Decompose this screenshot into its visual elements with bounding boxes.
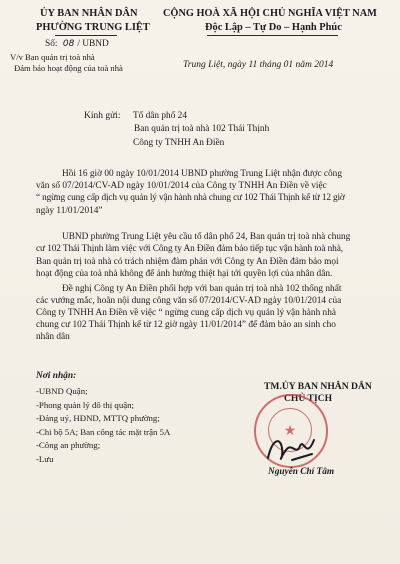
para3-line-1: Đề nghị Công ty An Điền phối hợp với ban quản trị toà nhà 102 thống nhất [62, 284, 342, 294]
recipient-item: -UBND Quận; [36, 386, 88, 396]
signer-name: Nguyễn Chí Tâm [268, 467, 335, 477]
number-suffix: / UBND [77, 39, 109, 49]
para3-line-4: chung cư 102 Thái Thịnh kể từ 12 giờ ngày 11/01/2014” để đảm bảo an sinh cho [36, 320, 336, 330]
org-subunit: PHƯỜNG TRUNG LIỆT [36, 22, 150, 33]
para3-line-2: các vướng mắc, hoãn nội dung công văn số 07/2014/CV-AD ngày 10/01/2014 của [36, 296, 342, 306]
nation-title: CỘNG HOÀ XÃ HỘI CHỦ NGHĨA VIỆT NAM [163, 8, 377, 19]
star-icon: ★ [283, 424, 297, 439]
recipients-list [36, 385, 170, 467]
addressee-3: Công ty TNHH An Điền [133, 138, 225, 148]
addressee-1: Tổ dân phố 24 [133, 111, 187, 121]
handwritten-signature [262, 430, 322, 470]
number-label: Số: [45, 39, 58, 49]
recipients-label: Nơi nhận: [36, 371, 77, 381]
recipient-item: -Lưu [36, 453, 54, 464]
recipient-item: -Công an phường; [36, 440, 101, 451]
signature-title: TM.ỦY BAN NHÂN DÂN [264, 381, 372, 392]
subject-line-1: V/v Ban quản trị toà nhà [10, 52, 95, 62]
nation-motto: Độc Lập – Tự Do – Hạnh Phúc [205, 22, 342, 33]
org-name: ỦY BAN NHÂN DÂN [40, 8, 138, 19]
para3-line-3: Công ty TNHH An Điền về việc “ ngừng cung cấp dịch vụ quản lý vận hành nhà [36, 308, 336, 318]
para2-line-3: Ban quản trị toà nhà có trách nhiệm đàm phán với Công ty An Điền đảm bảo mọi [36, 257, 339, 267]
para1-line-3: “ ngừng cung cấp dịch vụ quản lý vận hành nhà chung cư 102 Thái Thịnh kể từ 12 giờ [36, 193, 345, 203]
motto-underline [207, 35, 338, 36]
para1-line-1: Hồi 16 giờ 00 ngày 10/01/2014 UBND phường Trung Liệt nhận được công [62, 169, 342, 179]
addressee-label: Kính gửi: [84, 111, 121, 121]
org-underline [55, 35, 117, 36]
para2-line-2: cư 102 Thái Thịnh làm việc với Công ty An Điền đảm bảo tiếp tục vận hành toà nhà, [36, 244, 343, 254]
para3-line-5: nhân dân [36, 332, 70, 342]
document-number [45, 39, 109, 49]
addressee-2: Ban quản trị toà nhà 102 Thái Thịnh [134, 124, 270, 134]
recipient-item: -Đảng uỷ, HĐND, MTTQ phường; [36, 413, 160, 424]
recipient-item: -Phong quản lý đô thị quận; [36, 399, 134, 410]
place-date: Trung Liệt, ngày 11 tháng 01 năm 2014 [183, 60, 334, 70]
para2-line-4: hoạt động của toà nhà không để ảnh hưởng thiệt hại tới quyền lợi của nhân dân. [36, 269, 333, 279]
recipient-item: -Chi bộ 5A; Ban công tác mặt trận 5A [36, 426, 171, 437]
number-value: 08 [62, 39, 75, 49]
signature-role: CHỦ TỊCH [284, 393, 333, 404]
para1-line-2: văn số 07/2014/CV-AD ngày 10/01/2014 của Công ty TNHH An Điền về việc [36, 181, 327, 191]
para1-line-4: ngày 11/01/2014” [36, 206, 103, 216]
subject-line-2: Đảm bảo hoạt động của toà nhà [14, 63, 123, 73]
para2-line-1: UBND phường Trung Liệt yêu cầu tổ dân phố 24, Ban quản trị toà nhà chung [62, 232, 351, 242]
